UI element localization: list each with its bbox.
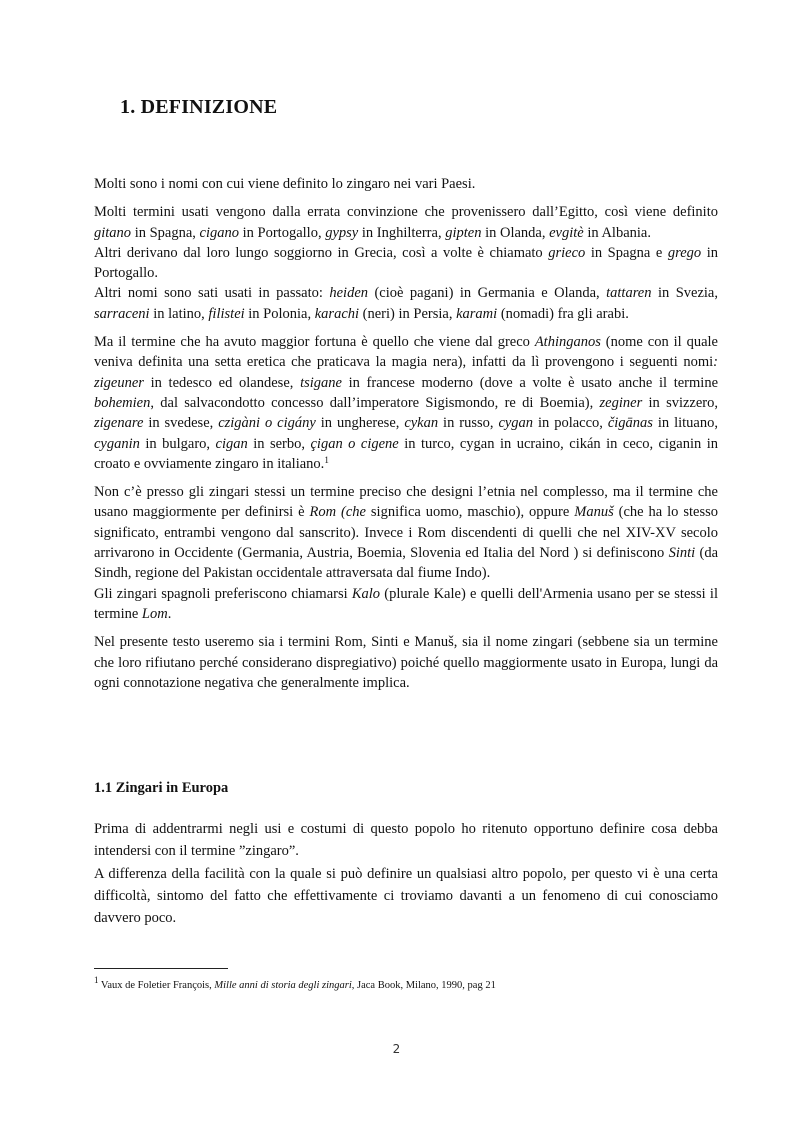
section-heading: 1.1 Zingari in Europa [94, 780, 229, 796]
paragraph-athinganos: Ma il termine che ha avuto maggior fortuna è quello che viene dal greco Athinganos (nome con il quale veniva definita una setta eretica che praticava la magia nera), infatti da lì provengono i seguenti nomi: zigeuner in tedesco ed olandese, tsigane in francese moderno (dove a volte è usato anche il termine bohemien, dal salvacondotto concesso dall’imperatore Sigismondo, re di Boemia), zeginer in svizzero, zigenare in svedese, czigàni o cigány in ungherese, cykan in russo, cygan in polacco, čigānas in lituano, cyganin in bulgaro, cigan in serbo, çigan o cigene in turco, cygan in ucraino, cikán in ceco, ciganin in croato e ovviamente zingaro in italiano.$^1$ [94, 334, 718, 472]
footnote-separator [94, 968, 228, 969]
footnote-reference[interactable]: 1 [324, 454, 329, 465]
paragraph-zingaro-definition: Prima di addentrarmi negli usi e costumi di questo popolo ho ritenuto opportuno definire cosa debba intendersi con il termine ”zingaro”. [94, 821, 718, 860]
paragraph-intro: Molti sono i nomi con cui viene definito lo zingaro nei vari Paesi. [94, 176, 476, 192]
footnote-number: 1 [94, 975, 99, 985]
paragraph-egypt-names: Molti termini usati vengono dalla errata convinzione che provenissero dall’Egitto, così viene definito gitano in Spagna, cigano in Portogallo, gypsy in Inghilterra, gipten in Olanda, evgitè in Albania. [94, 204, 718, 241]
paragraph-terminology: Nel presente testo useremo sia i termini Rom, Sinti e Manuš, sia il nome zingari (sebbene sia un termine che loro rifiutano perché considerano dispregiativo) poiché quello maggiormente usato in Europa, lungi da ogni connotazione negativa che generalmente implica. [94, 634, 718, 691]
paragraph-difficulty: A differenza della facilità con la quale si può definire un qualsiasi altro popolo, per questo vi è una certa difficoltà, sintomo del fatto che effettivamente ci troviamo davanti a un fenomeno di cui conosciamo davvero poco. [94, 865, 718, 927]
body-text-section-1 [94, 174, 718, 701]
page-title: 1. DEFINIZIONE [120, 96, 278, 118]
page-number: 2 [392, 1042, 401, 1056]
paragraph-rom-sinti: Non c’è presso gli zingari stessi un termine preciso che designi l’etnia nel complesso, ma il termine che usano maggiormente per definirsi è Rom (che significa uomo, maschio), oppure Manuš (che ha lo stesso significato, entrambi vengono dal sanscrito). Invece i Rom discendenti di quelli che nel XIV-XV secolo arrivarono in Occidente (Germania, Austria, Boemia, Slovenia ed Italia del Nord ) si definiscono Sinti (da Sindh, regione del Pakistan occidentale attraversata dal fiume Indo). [94, 484, 719, 582]
footnote: $^1$ Vaux de Foletier François, Mille anni di storia degli zingari, Jaca Book, Milano, 1990, pag 21 [94, 975, 496, 991]
body-text-section-2 [94, 818, 718, 929]
paragraph-greece-names: Altri derivano dal loro lungo soggiorno in Grecia, così a volte è chiamato grieco in Spagna e grego in Portogallo. [94, 244, 718, 282]
paragraph-past-names: Altri nomi sono sati usati in passato: heiden (cioè pagani) in Germania e Olanda, tattaren in Svezia, sarraceni in latino, filistei in Polonia, karachi (neri) in Persia, karami (nomadi) fra gli arabi. [94, 285, 718, 322]
paragraph-kalo-lom: Gli zingari spagnoli preferiscono chiamarsi Kalo (plurale Kale) e quelli dell'Armenia usano per se stessi il termine Lom. [94, 585, 718, 622]
